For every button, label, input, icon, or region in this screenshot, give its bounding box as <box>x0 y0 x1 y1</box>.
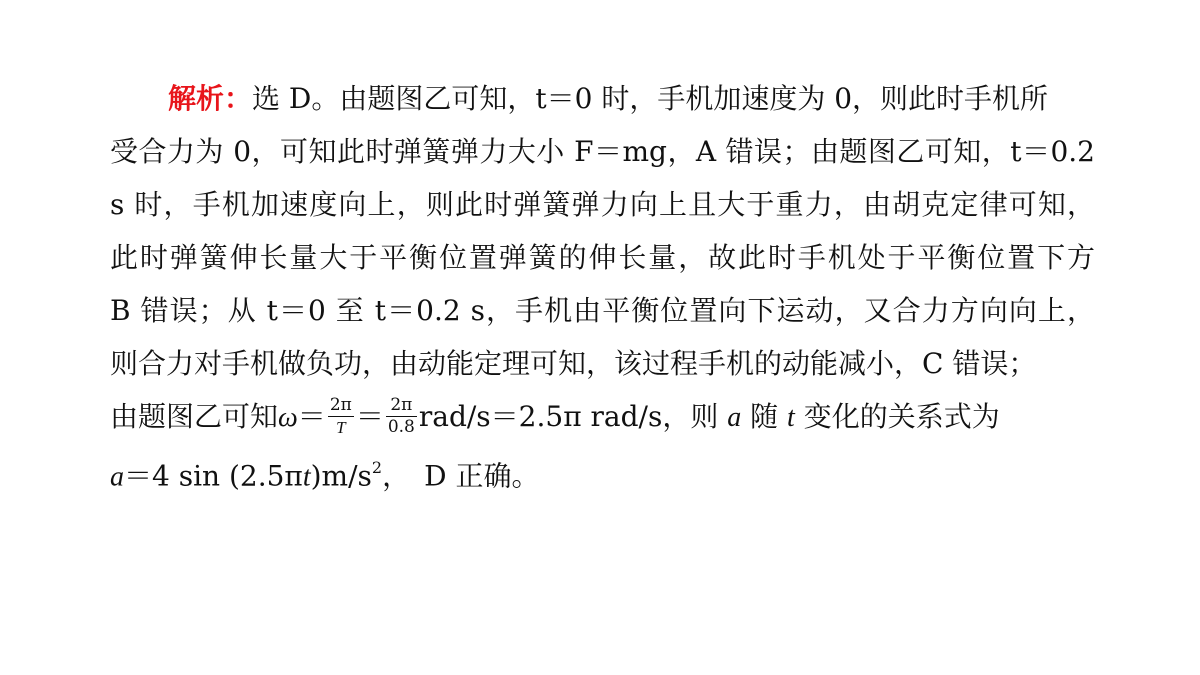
line-7-mid: 随 <box>741 400 788 433</box>
formula-variable-a: a <box>110 461 124 493</box>
solution-line-7 <box>110 390 1095 443</box>
solution-line-4 <box>110 231 1095 284</box>
fraction-2-denominator: 0.8 <box>387 417 415 437</box>
solution-paragraph <box>110 72 1095 496</box>
equals-1: ＝ <box>297 400 326 433</box>
equals-2: ＝ <box>355 400 384 433</box>
solution-label: 解析： <box>168 82 253 115</box>
line-1-text: 选 D。由题图乙可知，t＝0 时，手机加速度为 0，则此时手机所 <box>252 82 1049 115</box>
line-7-post-2: 变化的关系式为 <box>794 400 1000 433</box>
solution-line-6 <box>110 337 1095 390</box>
variable-t: t <box>787 402 795 433</box>
line-3-text: s 时，手机加速度向上，则此时弹簧弹力向上且大于重力，由胡克定律可知， <box>110 188 1095 221</box>
line-7-pre: 由题图乙可知 <box>110 400 279 433</box>
formula-expr-2: )m/s <box>310 459 372 493</box>
formula-superscript: 2 <box>371 458 383 477</box>
solution-line-3 <box>110 178 1095 231</box>
fraction-2pi-over-0-8 <box>386 397 417 436</box>
solution-line-8 <box>110 443 1095 496</box>
line-4-text: 此时弹簧伸长量大于平衡位置弹簧的伸长量，故此时手机处于平衡位置下方 <box>110 241 1095 274</box>
fraction-1-denominator: T <box>336 418 346 437</box>
line-2-text: 受合力为 0，可知此时弹簧弹力大小 F＝mg，A 错误；由题图乙可知，t＝0.2 <box>110 135 1095 168</box>
formula-expr-1: ＝4 sin (2.5π <box>124 459 303 493</box>
solution-line-2 <box>110 125 1095 178</box>
variable-a: a <box>727 402 742 433</box>
solution-line-5 <box>110 284 1095 337</box>
formula-tail: ， D 正确。 <box>382 459 540 493</box>
fraction-2pi-over-T <box>328 397 354 436</box>
fraction-1-numerator: 2π <box>329 395 352 415</box>
line-7-post-1: rad/s＝2.5π rad/s，则 <box>418 400 728 433</box>
formula-variable-t: t <box>302 461 311 493</box>
solution-line-1 <box>110 72 1095 125</box>
omega-symbol: ω <box>278 402 298 433</box>
fraction-2-numerator: 2π <box>386 397 417 417</box>
line-6-text: 则合力对手机做负功，由动能定理可知，该过程手机的动能减小，C 错误； <box>110 347 1037 380</box>
line-5-text: B 错误；从 t＝0 至 t＝0.2 s，手机由平衡位置向下运动，又合力方向向上， <box>110 294 1095 327</box>
